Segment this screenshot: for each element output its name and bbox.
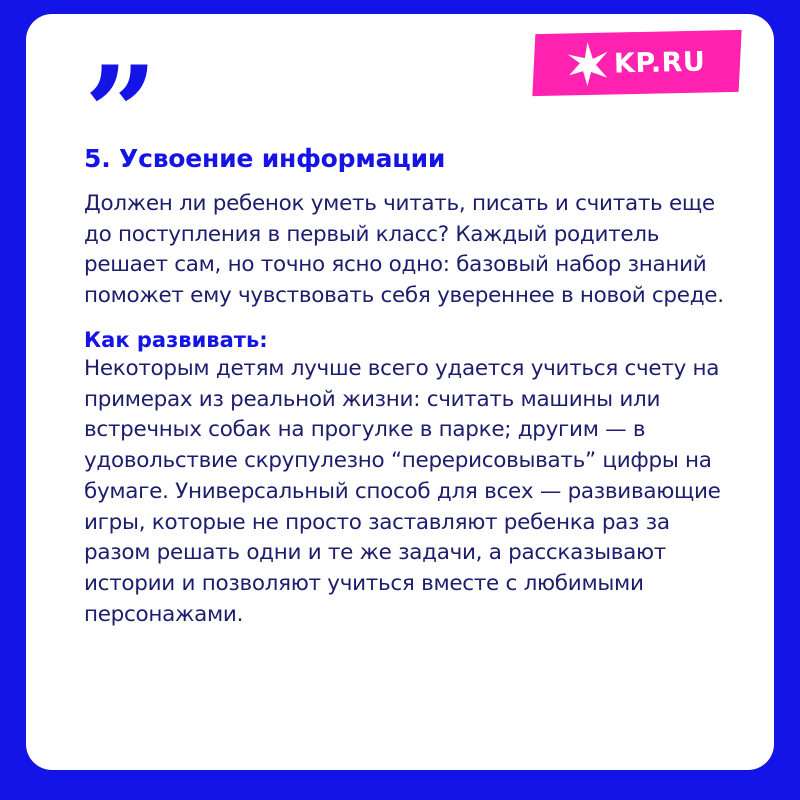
page-title: 5. Усвоение информации xyxy=(84,144,446,173)
kp-ru-logo-badge[interactable] xyxy=(532,30,741,96)
section-subtitle: Как развивать: xyxy=(84,327,268,352)
quote-mark-icon: ” xyxy=(84,39,152,189)
paragraph-intro: Должен ли ребенок уметь читать, писать и считать еще до поступления в первый класс? Каждый родитель решает сам, но точно ясно одно: базовый набор знаний поможет ему чувствовать себя увереннее в новой среде. xyxy=(84,191,724,309)
logo-text: KP.RU xyxy=(614,46,707,79)
logo-inner xyxy=(568,40,706,87)
star-icon xyxy=(568,42,609,87)
article-body xyxy=(84,144,740,631)
content-card xyxy=(26,14,774,770)
paragraph-advice: Некоторым детям лучше всего удается учиться счету на примерах из реальной жизни: считать машины или встречных собак на прогулке в парке; другим — в удовольствие скрупулезно “перерисовывать” цифры на бумаге. Универсальный способ для всех — развивающие игры, которые не просто заставляют ребенка раз за разом решать одни и те же задачи, а рассказывают истории и позволяют учиться вместе с любимыми персонажами. xyxy=(84,355,721,627)
